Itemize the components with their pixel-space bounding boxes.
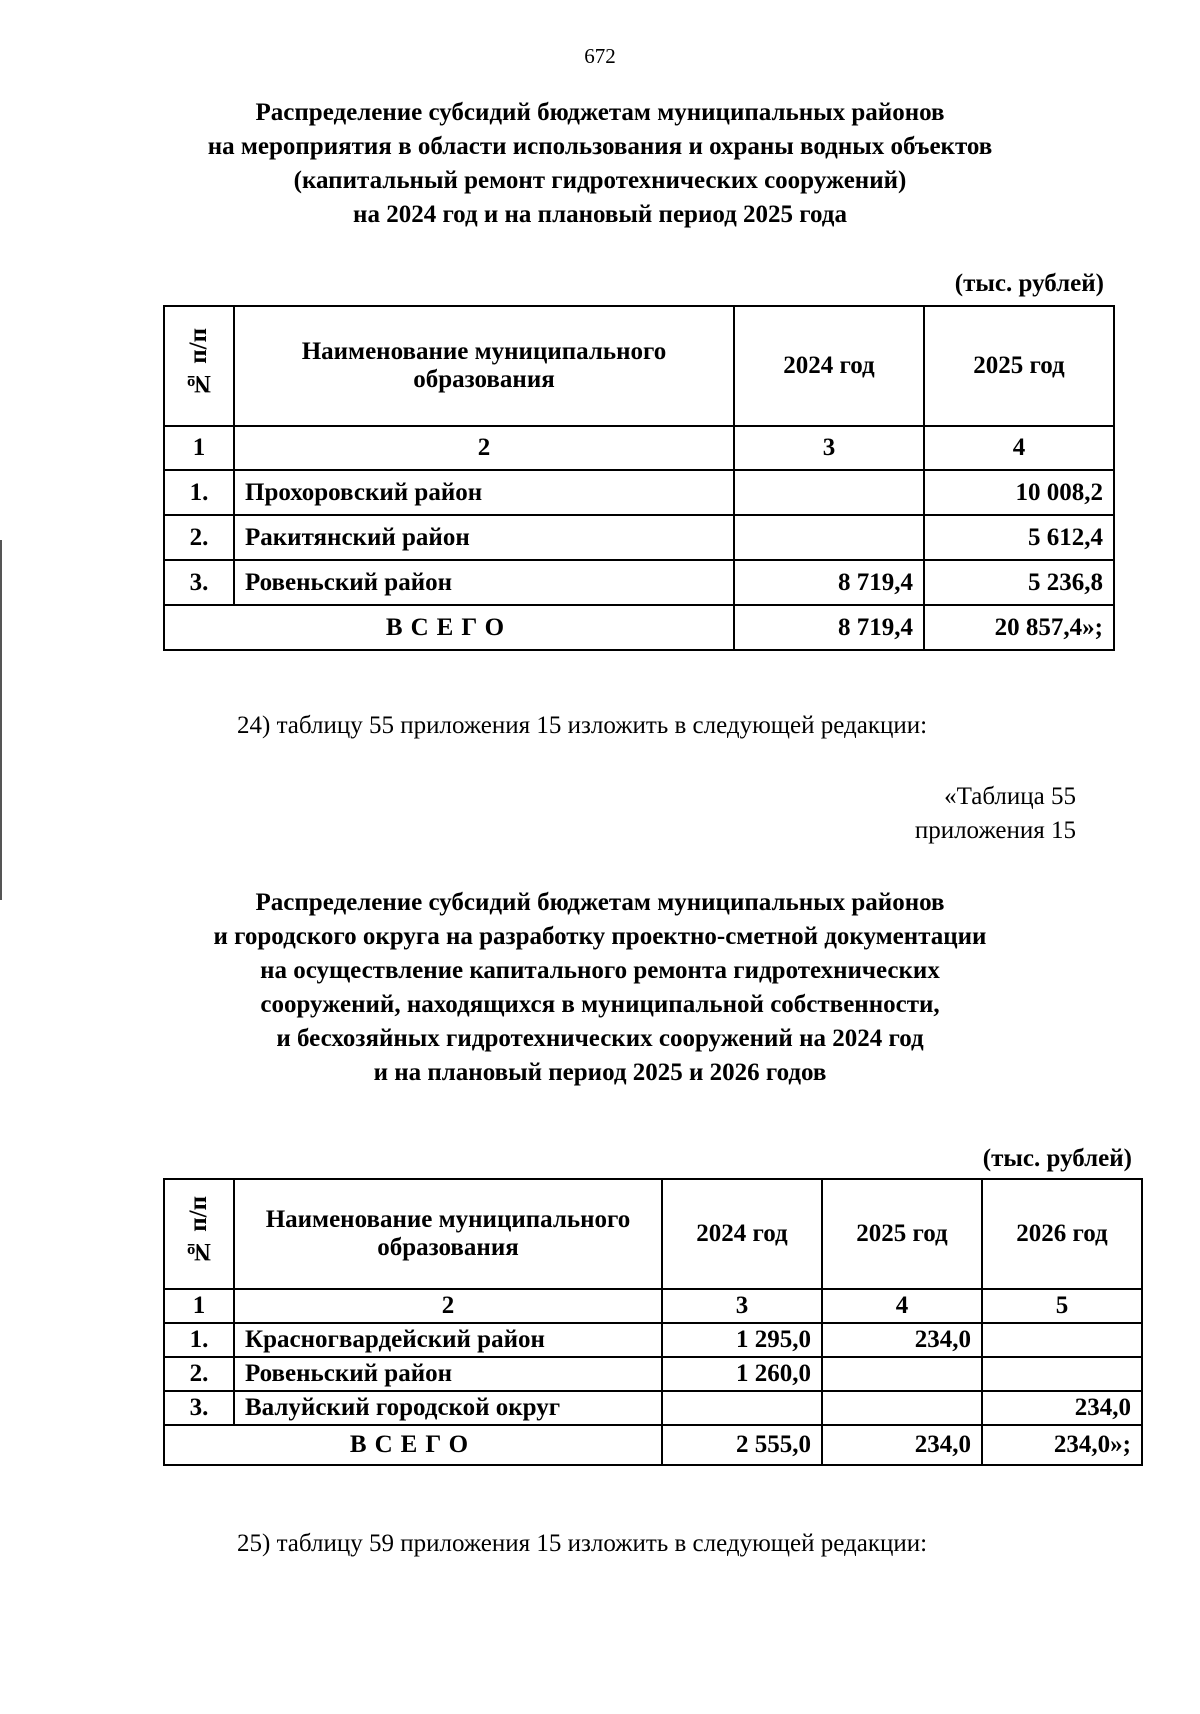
index-cell: 2 (234, 426, 734, 470)
row-2026: 234,0 (982, 1391, 1142, 1425)
row-number: 2. (164, 1357, 234, 1391)
row-2025: 5 612,4 (924, 515, 1114, 560)
row-name: Валуйский городской округ (234, 1391, 662, 1425)
row-2024 (734, 515, 924, 560)
table-reference-line: «Таблица 55 (944, 783, 1076, 810)
row-2025: 234,0 (822, 1323, 982, 1357)
table2-units: (тыс. рублей) (982, 1145, 1132, 1172)
row-name: Ровеньский район (234, 1357, 662, 1391)
table1-title (100, 96, 1100, 232)
paragraph-25: 25) таблицу 59 приложения 15 изложить в следующей редакции: (237, 1530, 928, 1557)
header-2025: 2025 год (924, 306, 1114, 426)
total-2024: 8 719,4 (734, 605, 924, 650)
row-2025: 10 008,2 (924, 470, 1114, 515)
table2-title-line: и на плановый период 2025 и 2026 годов (373, 1059, 827, 1086)
index-cell: 4 (924, 426, 1114, 470)
total-label: ВСЕГО (164, 605, 734, 650)
table1-title-line: (капитальный ремонт гидротехнических сооружений) (293, 167, 907, 194)
table-row (164, 1323, 1142, 1357)
header-name: Наименование муниципального образования (234, 1179, 662, 1289)
header-2025: 2025 год (822, 1179, 982, 1289)
header-2024: 2024 год (734, 306, 924, 426)
row-name: Ракитянский район (234, 515, 734, 560)
row-2025: 5 236,8 (924, 560, 1114, 605)
table1-units: (тыс. рублей) (954, 270, 1104, 297)
row-2025 (822, 1357, 982, 1391)
header-number: № п/п (164, 306, 234, 426)
table1 (163, 305, 1115, 651)
row-number: 3. (164, 560, 234, 605)
index-cell: 4 (822, 1289, 982, 1323)
index-cell: 5 (982, 1289, 1142, 1323)
total-2026: 234,0»; (982, 1425, 1142, 1465)
row-2024: 1 260,0 (662, 1357, 822, 1391)
table2-title-line: и городского округа на разработку проектно-сметной документации (213, 923, 987, 950)
row-2024 (734, 470, 924, 515)
table2 (163, 1178, 1143, 1466)
row-name: Прохоровский район (234, 470, 734, 515)
total-2025: 20 857,4»; (924, 605, 1114, 650)
table2-title-line: сооружений, находящихся в муниципальной собственности, (260, 991, 940, 1018)
table1-title-line: на 2024 год и на плановый период 2025 года (353, 201, 847, 228)
row-2025 (822, 1391, 982, 1425)
table2-title-line: Распределение субсидий бюджетам муниципальных районов (255, 889, 945, 916)
row-2026 (982, 1357, 1142, 1391)
index-cell: 1 (164, 426, 234, 470)
row-name: Красногвардейский район (234, 1323, 662, 1357)
page-number: 672 (584, 44, 616, 68)
index-cell: 1 (164, 1289, 234, 1323)
table-row (164, 515, 1114, 560)
table-row (164, 470, 1114, 515)
scan-edge-mark (0, 540, 2, 900)
total-2024: 2 555,0 (662, 1425, 822, 1465)
table-row (164, 1391, 1142, 1425)
index-cell: 3 (662, 1289, 822, 1323)
index-cell: 2 (234, 1289, 662, 1323)
table-reference (915, 780, 1076, 848)
row-2026 (982, 1323, 1142, 1357)
table1-title-line: Распределение субсидий бюджетам муниципальных районов (255, 99, 945, 126)
table1-title-line: на мероприятия в области использования и охраны водных объектов (207, 133, 993, 160)
table-row (164, 1357, 1142, 1391)
table2-title (100, 886, 1100, 1090)
row-number: 3. (164, 1391, 234, 1425)
table2-total-row (164, 1425, 1142, 1465)
header-number: № п/п (164, 1179, 234, 1289)
total-2025: 234,0 (822, 1425, 982, 1465)
row-2024: 1 295,0 (662, 1323, 822, 1357)
row-2024 (662, 1391, 822, 1425)
table1-header-row (164, 306, 1114, 426)
row-number: 1. (164, 470, 234, 515)
table-row (164, 560, 1114, 605)
table2-header-row (164, 1179, 1142, 1289)
row-number: 1. (164, 1323, 234, 1357)
index-cell: 3 (734, 426, 924, 470)
header-2026: 2026 год (982, 1179, 1142, 1289)
row-name: Ровеньский район (234, 560, 734, 605)
paragraph-24: 24) таблицу 55 приложения 15 изложить в следующей редакции: (237, 712, 928, 739)
header-name: Наименование муниципального образования (234, 306, 734, 426)
table2-title-line: и бесхозяйных гидротехнических сооружений на 2024 год (276, 1025, 924, 1052)
table-reference-line: приложения 15 (914, 817, 1076, 844)
row-number: 2. (164, 515, 234, 560)
header-2024: 2024 год (662, 1179, 822, 1289)
table2-title-line: на осуществление капитального ремонта гидротехнических (260, 957, 940, 984)
table1-total-row (164, 605, 1114, 650)
table2-index-row (164, 1289, 1142, 1323)
row-2024: 8 719,4 (734, 560, 924, 605)
table1-index-row (164, 426, 1114, 470)
total-label: ВСЕГО (164, 1425, 662, 1465)
